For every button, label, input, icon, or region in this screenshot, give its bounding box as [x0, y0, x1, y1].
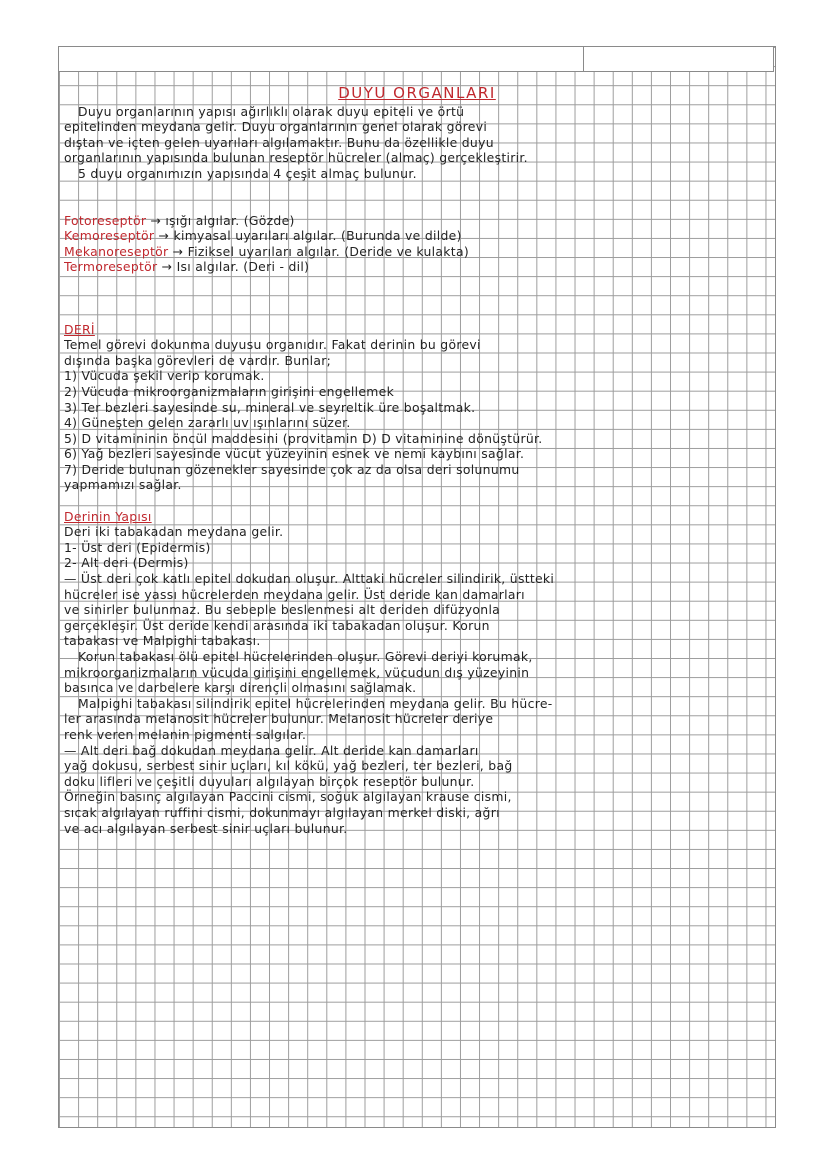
deri-line: 1) Vücuda şekil verip korumak. — [64, 368, 265, 384]
yapi-line: ler arasında melanosit hücreler bulunur. Melanosit hücreler deriye — [64, 711, 494, 727]
intro-line: Duyu organlarının yapısı ağırlıklı olarak duyu epiteli ve örtü — [78, 103, 465, 119]
receptor-desc: → Fiziksel uyarıları algılar. (Deride ve kulakta) — [168, 243, 469, 259]
receptor-item — [64, 228, 770, 244]
receptor-item — [64, 213, 770, 229]
intro-line: 5 duyu organımızın yapısında 4 çeşit almaç bulunur. — [78, 165, 417, 181]
receptor-name: Fotoreseptör — [64, 212, 147, 228]
deri-line: yapmamızı sağlar. — [64, 477, 182, 493]
intro-paragraph — [64, 104, 770, 182]
intro-line: dıştan ve içten gelen uyarıları algılamaktır. Bunu da özellikle duyu — [64, 134, 494, 150]
intro-line: organlarının yapısında bulunan reseptör hücreler (almaç) gerçekleştirir. — [64, 150, 528, 166]
yapi-line: Korun tabakası ölü epitel hücrelerinden oluşur. Görevi deriyi korumak, — [78, 649, 533, 664]
yapi-line: renk veren melanin pigmenti salgılar. — [64, 726, 307, 742]
deri-line: 6) Yağ bezleri sayesinde vücut yüzeyinin esnek ve nemi kaybını sağlar. — [64, 446, 525, 462]
receptor-name: Termoreseptör — [64, 259, 158, 275]
yapi-line: ve sinirler bulunmaz. Bu sebeple beslenmesi alt deriden difüzyonla — [64, 602, 501, 618]
yapi-line: — Alt deri bağ dokudan meydana gelir. Alt deride kan damarları — [64, 742, 479, 758]
yapi-line: mikroorganizmaların vücuda girişini engellemek, vücudun dış yüzeyinin — [64, 664, 530, 680]
receptor-desc: → Isı algılar. (Deri - dil) — [157, 259, 310, 275]
yapi-line: 1- Üst deri (Epidermis) — [64, 539, 211, 555]
yapi-line: ve acı algılayan serbest sinir uçları bulunur. — [64, 820, 348, 836]
receptor-item — [64, 259, 770, 275]
deri-line: 5) D vitamininin öncül maddesini (provitamin D) D vitaminine dönüştürür. — [64, 430, 543, 446]
derinin-yapisi-section — [64, 509, 770, 836]
section-heading-derinin-yapisi: Derinin Yapısı — [64, 508, 152, 524]
yapi-line: yağ dokusu, serbest sinir uçları, kıl kökü, yağ bezleri, ter bezleri, bağ — [64, 758, 513, 774]
yapi-line: Malpighi tabakası silindirik epitel hücrelerinden meydana gelir. Bu hücre- — [78, 695, 553, 711]
deri-line: 7) Deride bulunan gözenekler sayesinde çok az da olsa deri solunumu — [64, 461, 520, 477]
receptor-name: Mekanoreseptör — [64, 243, 169, 259]
section-heading-deri: DERİ — [64, 321, 95, 337]
receptor-name: Kemoreseptör — [64, 228, 155, 244]
receptor-desc: → kimyasal uyarıları algılar. (Burunda ve dilde) — [154, 228, 462, 244]
header-divider — [583, 47, 584, 71]
deri-section — [64, 322, 770, 494]
yapi-line: doku lifleri ve çeşitli duyuları algılayan birçok reseptör bulunur. — [64, 773, 475, 789]
deri-line: 2) Vücuda mikroorganizmaların girişini engellemek — [64, 383, 395, 399]
yapi-line: sıcak algılayan ruffini cismi, dokunmayı algılayan merkel diski, ağrı — [64, 804, 500, 820]
receptor-desc: → ışığı algılar. (Gözde) — [146, 212, 295, 228]
intro-line: epitelinden meydana gelir. Duyu organlarının genel olarak görevi — [64, 119, 488, 135]
deri-line: 3) Ter bezleri sayesinde su, mineral ve seyreltik üre boşaltmak. — [64, 399, 476, 415]
yapi-line: — Üst deri çok katlı epitel dokudan oluşur. Alttaki hücreler silindirik, üstteki — [64, 571, 555, 587]
yapi-line: Deri iki tabakadan meydana gelir. — [64, 524, 284, 540]
deri-line: Temel görevi dokunma duyusu organıdır. Fakat derinin bu görevi — [64, 337, 481, 353]
yapi-line: basınca ve darbelere karşı dirençli olmasını sağlamak. — [64, 680, 417, 696]
yapi-line: hücreler ise yassı hücrelerden meydana gelir. Üst deride kan damarları — [64, 586, 525, 602]
yapi-line: Örneğin basınç algılayan Paccini cismi, soğuk algılayan krause cismi, — [64, 789, 512, 805]
page-title: DUYU ORGANLARI — [338, 86, 496, 102]
header-box — [58, 46, 774, 72]
deri-line: dışında başka görevleri de vardır. Bunlar; — [64, 352, 332, 368]
receptor-item — [64, 244, 770, 260]
handwritten-notes — [64, 86, 770, 836]
deri-line: 4) Güneşten gelen zararlı uv ışınlarını süzer. — [64, 415, 351, 431]
yapi-line: gerçekleşir. Üst deride kendi arasında iki tabakadan oluşur. Korun — [64, 617, 490, 633]
yapi-line: tabakası ve Malpighi tabakası. — [64, 633, 261, 649]
receptor-list — [64, 213, 770, 275]
yapi-line: 2- Alt deri (Dermis) — [64, 555, 189, 571]
